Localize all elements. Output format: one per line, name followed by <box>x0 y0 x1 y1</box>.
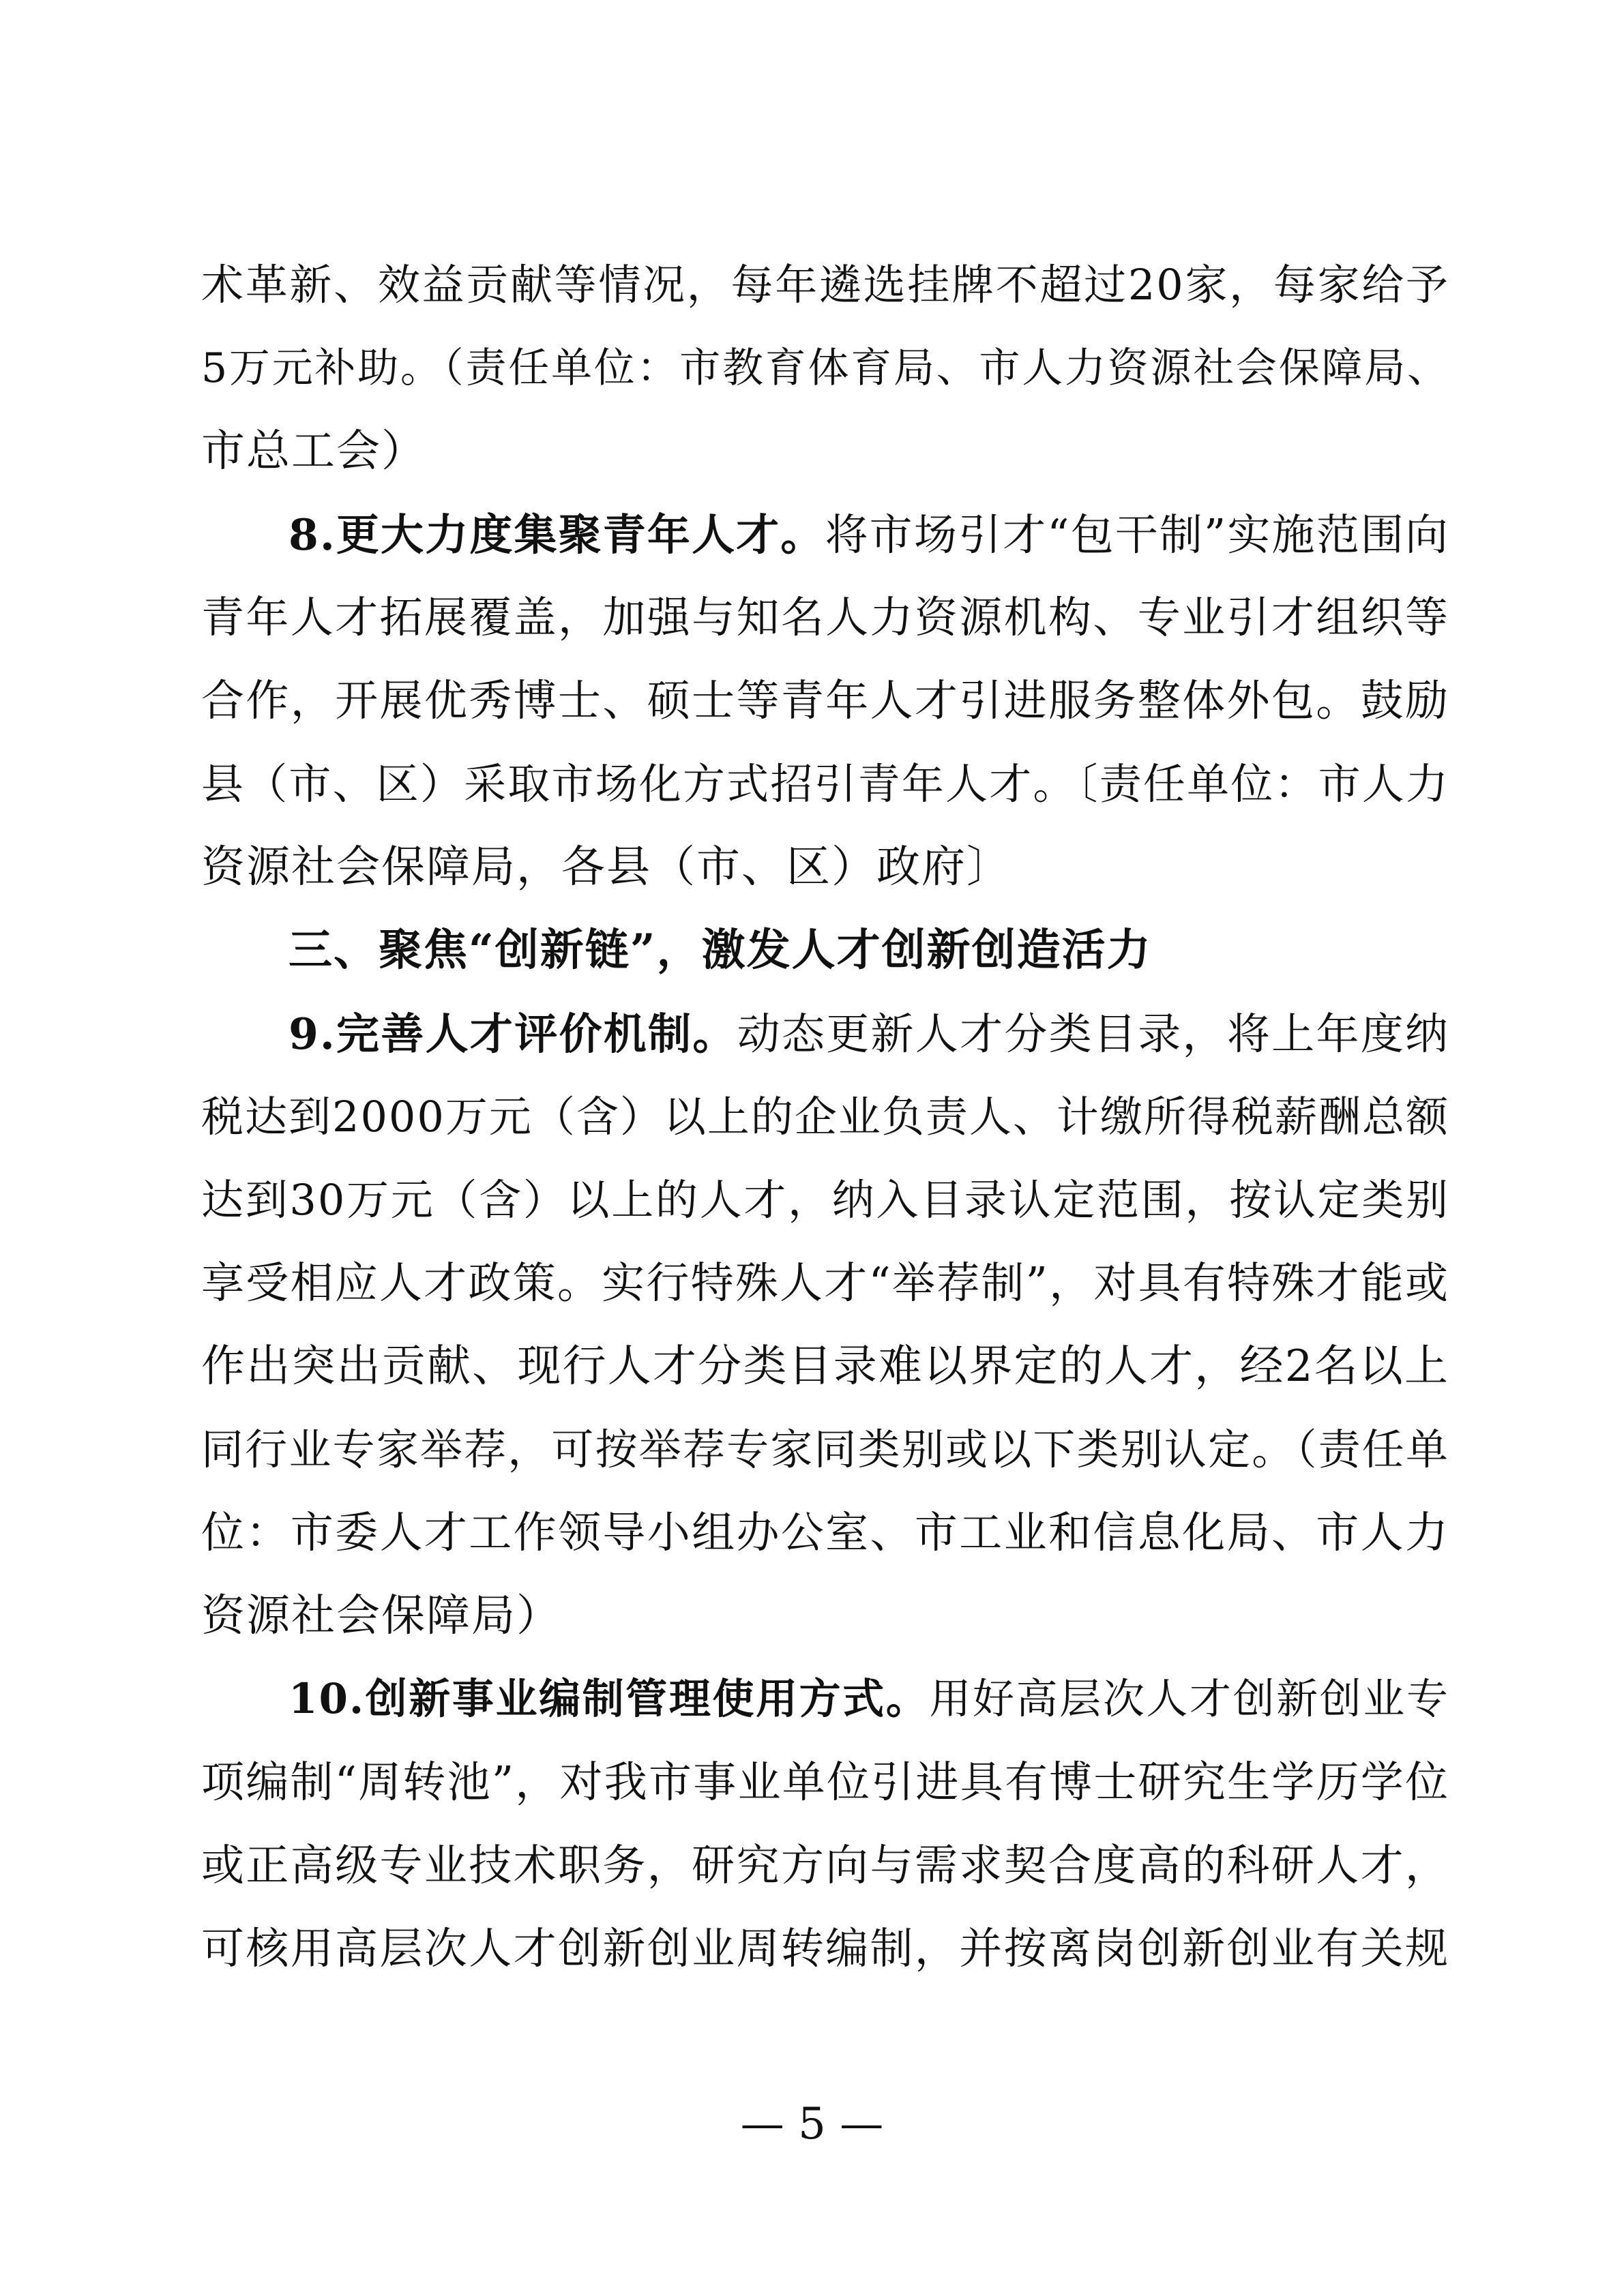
item-8-line-3 <box>201 674 1449 728</box>
item-9-line-8 <box>201 1589 1449 1643</box>
item-10-line-4 <box>201 1922 1449 1976</box>
item-9-line-1 <box>289 1007 1449 1061</box>
line-text: 5万元补助。（责任单位：市教育体育局、市人力资源社会保障局、 <box>201 344 1449 392</box>
section-3-heading <box>289 923 1449 978</box>
line-text: 位：市委人才工作领导小组办公室、市工业和信息化局、市人力 <box>201 1508 1449 1557</box>
item-8-line-2 <box>201 591 1449 645</box>
page-number: — 5 — <box>740 2099 884 2149</box>
item-8-line-5 <box>201 840 1449 895</box>
item-9-line-4 <box>201 1256 1449 1311</box>
line-text: 项编制“周转池”，对我市事业单位引进具有博士研究生学历学位 <box>201 1757 1449 1807</box>
item-9-line-2 <box>201 1090 1449 1144</box>
item-9-line-5 <box>201 1339 1449 1394</box>
line-text: 资源社会保障局，各县（市、区）政府〕 <box>201 842 1012 893</box>
line-text: 享受相应人才政策。实行特殊人才“举荐制”，对具有特殊才能或 <box>201 1258 1449 1308</box>
item-9-title: 9.完善人才评价机制。 <box>289 1009 737 1059</box>
item-10-line-1 <box>289 1672 1449 1727</box>
line-text: 合作，开展优秀博士、硕士等青年人才引进服务整体外包。鼓励 <box>201 676 1449 726</box>
item-9-line-3 <box>201 1173 1449 1227</box>
line-text: 税达到2000万元（含）以上的企业负责人、计缴所得税薪酬总额 <box>201 1092 1449 1142</box>
body-line-1 <box>201 258 1449 312</box>
line-text: 资源社会保障局） <box>201 1591 561 1641</box>
item-8-line-1 <box>289 507 1449 562</box>
line-text: 县（市、区）采取市场化方式招引青年人才。〔责任单位：市人力 <box>201 759 1449 809</box>
line-text: 用好高层次人才创新创业专 <box>929 1675 1449 1723</box>
line-text: 青年人才拓展覆盖，加强与知名人力资源机构、专业引才组织等 <box>201 593 1449 642</box>
line-text: 市总工会） <box>201 426 426 477</box>
line-text: 作出突出贡献、现行人才分类目录难以界定的人才，经2名以上 <box>201 1341 1449 1392</box>
item-10-line-2 <box>201 1755 1449 1810</box>
line-text: 同行业专家举荐，可按举荐专家同类别或以下类别认定。（责任单 <box>201 1425 1449 1474</box>
heading-text: 三、聚焦“创新链”，激发人才创新创造活力 <box>289 925 1152 976</box>
line-text: 术革新、效益贡献等情况，每年遴选挂牌不超过20家，每家给予 <box>201 260 1449 310</box>
item-10-title: 10.创新事业编制管理使用方式。 <box>289 1675 930 1723</box>
body-line-2 <box>201 341 1449 396</box>
line-text: 达到30万元（含）以上的人才，纳入目录认定范围，按认定类别 <box>201 1175 1449 1225</box>
item-10-line-3 <box>201 1838 1449 1893</box>
item-8-line-4 <box>201 757 1449 811</box>
item-9-line-6 <box>201 1422 1449 1477</box>
line-text: 动态更新人才分类目录，将上年度纳 <box>737 1009 1449 1059</box>
line-text: 将市场引才“包干制”实施范围向 <box>825 510 1449 560</box>
line-text: 可核用高层次人才创新创业周转编制，并按离岗创新创业有关规 <box>201 1924 1449 1973</box>
item-9-line-7 <box>201 1506 1449 1560</box>
line-text: 或正高级专业技术职务，研究方向与需求契合度高的科研人才， <box>201 1840 1449 1890</box>
item-8-title: 8.更大力度集聚青年人才。 <box>289 509 825 560</box>
body-line-3 <box>201 424 1449 479</box>
